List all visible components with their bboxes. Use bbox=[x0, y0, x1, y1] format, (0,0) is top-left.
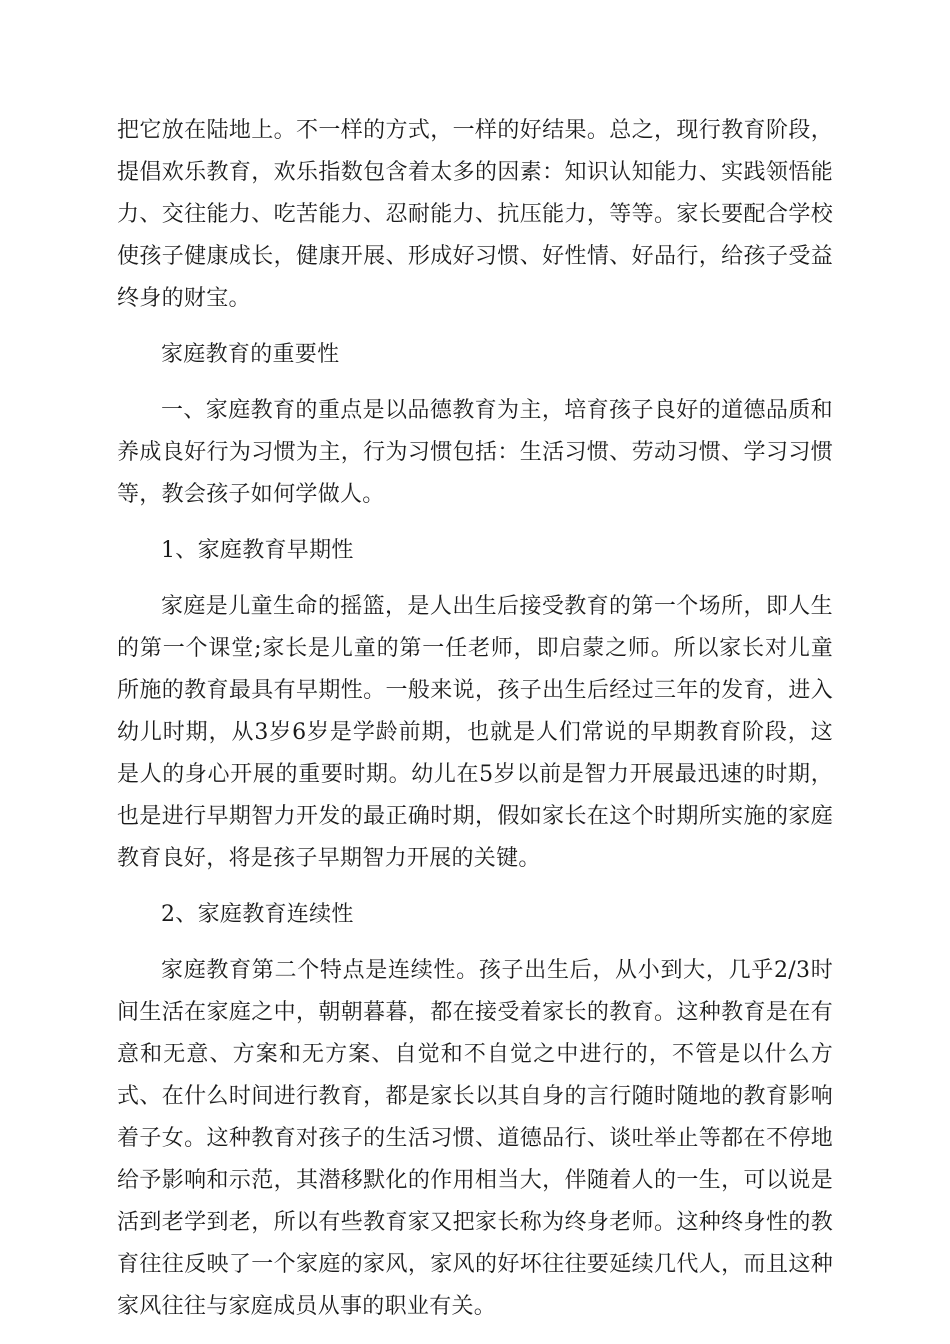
paragraph-early-nature: 家庭是儿童生命的摇篮，是人出生后接受教育的第一个场所，即人生的第一个课堂;家长是儿童的第一任老师，即启蒙之师。所以家长对儿童所施的教育最具有早期性。一般来说，孩子出生后经过三年的发育，进入幼儿时期，从3岁6岁是学龄前期，也就是人们常说的早期教育阶段，这是人的身心开展的重要时期。幼儿在5岁以前是智力开展最迅速的时期，也是进行早期智力开发的最正确时期，假如家长在这个时期所实施的家庭教育良好，将是孩子早期智力开展的关键。 bbox=[117, 594, 833, 871]
paragraph-continuation: 把它放在陆地上。不一样的方式，一样的好结果。总之，现行教育阶段，提倡欢乐教育，欢乐指数包含着太多的因素：知识认知能力、实践领悟能力、交往能力、吃苦能力、忍耐能力、抗压能力，等等。家长要配合学校使孩子健康成长，健康开展、形成好习惯、好性情、好品行，给孩子受益终身的财宝。 bbox=[117, 118, 833, 311]
paragraph-continuity: 家庭教育第二个特点是连续性。孩子出生后，从小到大，几乎2/3时间生活在家庭之中，朝朝暮暮，都在接受着家长的教育。这种教育是在有意和无意、方案和无方案、自觉和不自觉之中进行的，不管是以什么方式、在什么时间进行教育，都是家长以其自身的言行随时随地的教育影响着子女。这种教育对孩子的生活习惯、道德品行、谈吐举止等都在不停地给予影响和示范，其潜移默化的作用相当大，伴随着人的一生，可以说是活到老学到老，所以有些教育家又把家长称为终身老师。这种终身性的教育往往反映了一个家庭的家风，家风的好坏往往要延续几代人，而且这种家风往往与家庭成员从事的职业有关。 bbox=[117, 958, 833, 1319]
paragraph-moral-education: 一、家庭教育的重点是以品德教育为主，培育孩子良好的道德品质和养成良好行为习惯为主，行为习惯包括：生活习惯、劳动习惯、学习习惯等，教会孩子如何学做人。 bbox=[117, 398, 833, 507]
section-heading-importance: 家庭教育的重要性 bbox=[161, 342, 340, 367]
subheading-continuity: 2、家庭教育连续性 bbox=[161, 902, 354, 927]
document-body bbox=[117, 110, 833, 1342]
subheading-early-nature: 1、家庭教育早期性 bbox=[161, 538, 354, 563]
